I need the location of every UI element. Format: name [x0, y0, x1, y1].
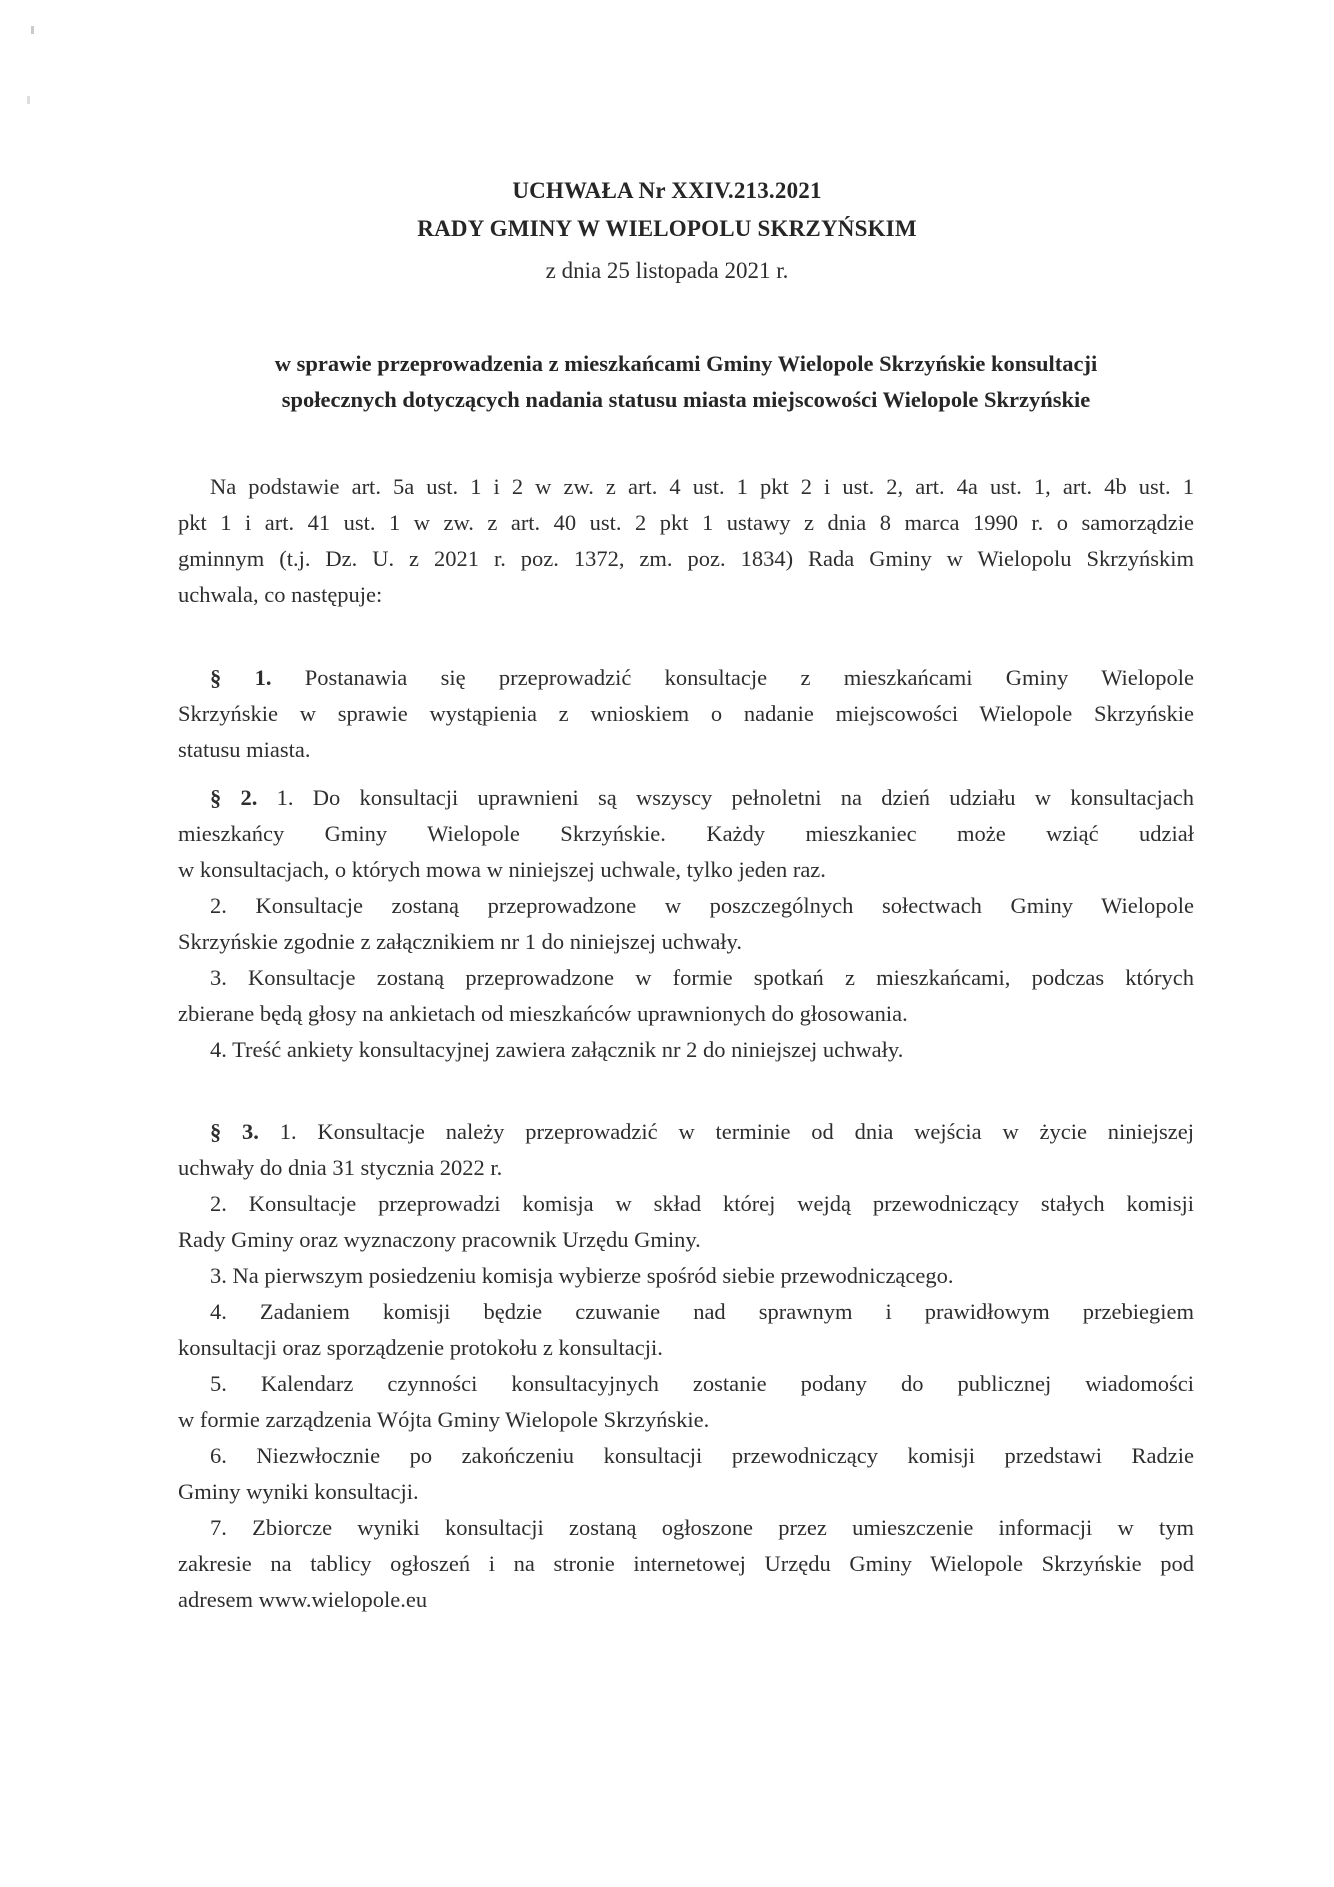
- section-line: adresem www.wielopole.eu: [178, 1587, 428, 1612]
- resolution-subject: [178, 346, 1194, 418]
- section-line: w formie zarządzenia Wójta Gminy Wielopole Skrzyńskie.: [178, 1407, 710, 1432]
- section-1: [178, 660, 1194, 768]
- section-line: statusu miasta.: [178, 737, 311, 762]
- section-text: Postanawia się przeprowadzić konsultacje z mieszkańcami Gminy Wielopole: [304, 665, 1194, 690]
- section-line: 7. Zbiorcze wyniki konsultacji zostaną ogłoszone przez umieszczenie informacji w tym: [210, 1515, 1194, 1540]
- subject-line: społecznych dotyczących nadania statusu miasta miejscowości Wielopole Skrzyńskie: [281, 387, 1091, 412]
- resolution-date: z dnia 25 listopada 2021 r.: [545, 258, 789, 283]
- section-2: [178, 780, 1194, 1068]
- section-line: 2. Konsultacje zostaną przeprowadzone w poszczególnych sołectwach Gminy Wielopole: [210, 893, 1194, 918]
- section-line: w konsultacjach, o których mowa w niniejszej uchwale, tylko jeden raz.: [178, 857, 826, 882]
- section-line: [178, 1114, 1194, 1150]
- paragraph-sign: § 2.: [210, 785, 258, 810]
- section-line: 3. Na pierwszym posiedzeniu komisja wybierze spośród siebie przewodniczącego.: [210, 1263, 954, 1288]
- paragraph-sign: § 3.: [210, 1119, 259, 1144]
- paragraph-sign: § 1.: [210, 665, 272, 690]
- section-text: 1. Konsultacje należy przeprowadzić w terminie od dnia wejścia w życie niniejszej: [279, 1119, 1194, 1144]
- scan-artifact-mark: [27, 96, 30, 104]
- document-header: [0, 172, 1334, 290]
- section-text: 1. Do konsultacji uprawnieni są wszyscy pełnoletni na dzień udziału w konsultacjach: [276, 785, 1194, 810]
- section-line: 5. Kalendarz czynności konsultacyjnych zostanie podany do publicznej wiadomości: [210, 1371, 1194, 1396]
- section-line: uchwały do dnia 31 stycznia 2022 r.: [178, 1155, 503, 1180]
- section-line: Gminy wyniki konsultacji.: [178, 1479, 419, 1504]
- preamble-line: Na podstawie art. 5a ust. 1 i 2 w zw. z art. 4 ust. 1 pkt 2 i ust. 2, art. 4a ust. 1, art. 4b ust. 1: [210, 474, 1194, 499]
- section-line: 3. Konsultacje zostaną przeprowadzone w formie spotkań z mieszkańcami, podczas których: [210, 965, 1194, 990]
- section-line: [178, 780, 1194, 816]
- section-line: konsultacji oraz sporządzenie protokołu z konsultacji.: [178, 1335, 663, 1360]
- section-line: 4. Treść ankiety konsultacyjnej zawiera załącznik nr 2 do niniejszej uchwały.: [210, 1037, 904, 1062]
- preamble-line: gminnym (t.j. Dz. U. z 2021 r. poz. 1372, zm. poz. 1834) Rada Gminy w Wielopolu Skrzyńskim: [178, 546, 1194, 571]
- section-line: 2. Konsultacje przeprowadzi komisja w skład której wejdą przewodniczący stałych komisji: [210, 1191, 1194, 1216]
- section-line: 6. Niezwłocznie po zakończeniu konsultacji przewodniczący komisji przedstawi Radzie: [210, 1443, 1194, 1468]
- resolution-number: UCHWAŁA Nr XXIV.213.2021: [512, 178, 822, 203]
- preamble: [178, 469, 1194, 613]
- section-line: mieszkańcy Gminy Wielopole Skrzyńskie. Każdy mieszkaniec może wziąć udział: [178, 821, 1194, 846]
- section-line: zbierane będą głosy na ankietach od mieszkańców uprawnionych do głosowania.: [178, 1001, 908, 1026]
- section-line: Skrzyńskie w sprawie wystąpienia z wnioskiem o nadanie miejscowości Wielopole Skrzyńskie: [178, 701, 1194, 726]
- preamble-line: pkt 1 i art. 41 ust. 1 w zw. z art. 40 ust. 2 pkt 1 ustawy z dnia 8 marca 1990 r. o samorządzie: [178, 510, 1194, 535]
- section-line: [178, 660, 1194, 696]
- section-line: Skrzyńskie zgodnie z załącznikiem nr 1 do niniejszej uchwały.: [178, 929, 742, 954]
- section-3: [178, 1114, 1194, 1618]
- section-line: zakresie na tablicy ogłoszeń i na stronie internetowej Urzędu Gminy Wielopole Skrzyńskie pod: [178, 1551, 1194, 1576]
- subject-line: w sprawie przeprowadzenia z mieszkańcami Gminy Wielopole Skrzyńskie konsultacji: [274, 351, 1098, 376]
- scan-artifact-mark: [31, 26, 34, 34]
- preamble-line: uchwala, co następuje:: [178, 582, 383, 607]
- section-line: Rady Gminy oraz wyznaczony pracownik Urzędu Gminy.: [178, 1227, 701, 1252]
- section-line: 4. Zadaniem komisji będzie czuwanie nad sprawnym i prawidłowym przebiegiem: [210, 1299, 1194, 1324]
- council-name: RADY GMINY W WIELOPOLU SKRZYŃSKIM: [417, 216, 917, 241]
